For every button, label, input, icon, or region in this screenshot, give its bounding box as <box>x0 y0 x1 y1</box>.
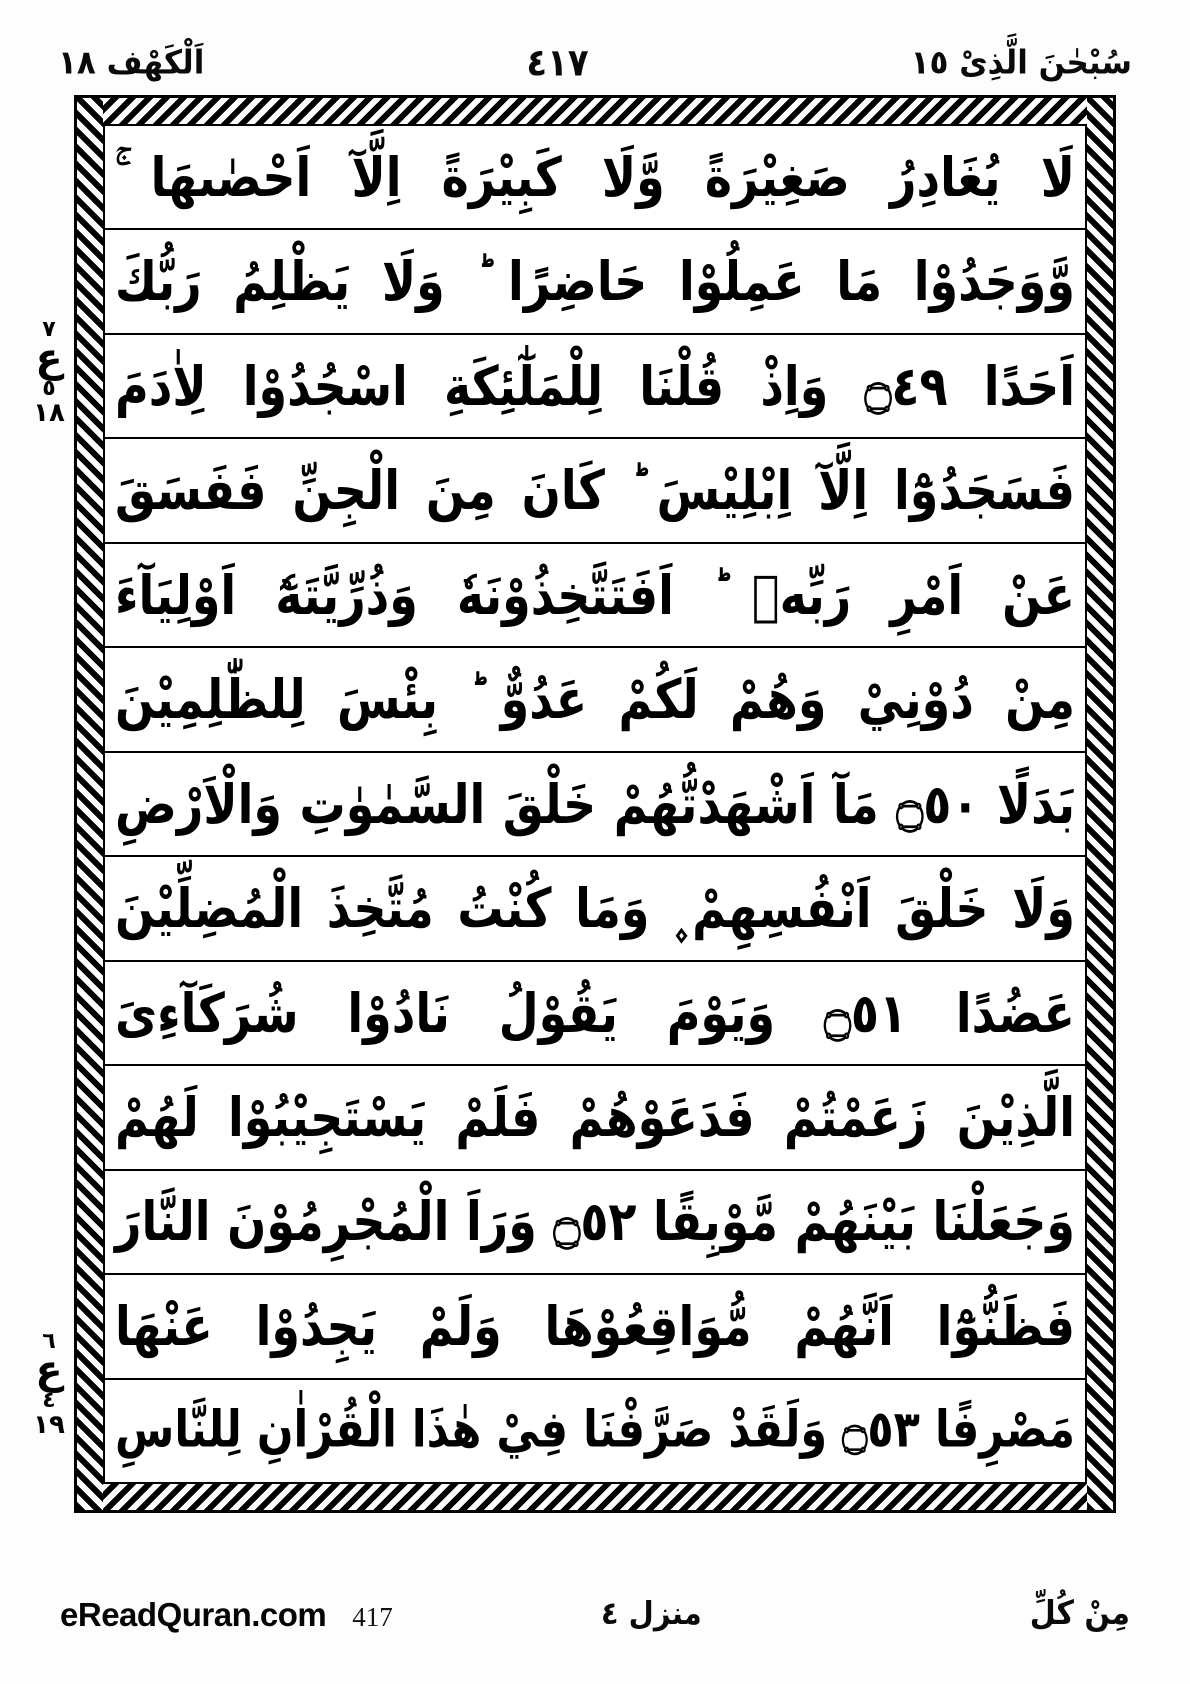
manzil-label: منزل ٤ <box>600 1594 702 1632</box>
frame-ornament-top <box>77 98 1113 124</box>
text-frame <box>103 124 1087 1484</box>
ayah-text: وَجَعَلْنَا بَيْنَهُمْ مَّوْبِقًا ۝٥٢ وَرَاَ الْمُجْرِمُوْنَ النَّارَ <box>115 1189 1075 1254</box>
frame-ornament-left <box>77 98 103 1510</box>
ayah-line <box>105 1275 1085 1379</box>
site-brand[interactable]: eReadQuran.com <box>60 1596 327 1633</box>
page-number-arabic: ٤١٧ <box>526 40 589 86</box>
ayah-line <box>105 1380 1085 1482</box>
ayah-line <box>105 962 1085 1066</box>
quran-text-block <box>105 126 1085 1482</box>
ayah-line <box>105 648 1085 752</box>
footer-brand-group <box>60 1596 393 1634</box>
ayah-line <box>105 544 1085 648</box>
ruku-bottom-number: ١٩ <box>33 1410 65 1441</box>
ruku-inner-number: ٥ <box>42 376 56 402</box>
surah-label: اَلْكَهْف ١٨ <box>58 43 205 82</box>
ayah-line <box>105 1171 1085 1275</box>
ayah-line <box>105 230 1085 334</box>
ayah-line <box>105 753 1085 857</box>
ruku-glyph-icon: ع <box>35 1347 63 1394</box>
ruku-top-number: ٦ <box>42 1329 56 1354</box>
ayah-text: اَحَدًا ۝٤٩ وَاِذْ قُلْنَا لِلْمَلٰٓئِكَةِ اسْجُدُوْا لِاٰدَمَ <box>115 353 1075 418</box>
ayah-text: وَلَا خَلْقَ اَنْفُسِهِمْ ۪ وَمَا كُنْتُ مُتَّخِذَ الْمُضِلِّيْنَ <box>115 876 1075 940</box>
ruku-bottom-number: ١٨ <box>33 398 65 429</box>
ruku-marker-top <box>26 318 72 427</box>
frame-ornament-right <box>1087 98 1113 1510</box>
ruku-marker-bottom <box>26 1330 72 1439</box>
ayah-text: مَصْرِفًا ۝٥٣ وَلَقَدْ صَرَّفْنَا فِيْ هٰذَا الْقُرْاٰنِ لِلنَّاسِ <box>115 1400 1075 1460</box>
ayah-line <box>105 1066 1085 1170</box>
ayah-text: فَظَنُّوْٓا اَنَّهُمْ مُّوَاقِعُوْهَا وَلَمْ يَجِدُوْا عَنْهَا <box>115 1293 1075 1358</box>
ayah-text: بَدَلًا ۝٥٠ مَآ اَشْهَدْتُّهُمْ خَلْقَ السَّمٰوٰتِ وَالْاَرْضِ <box>115 771 1075 836</box>
frame-ornament-bottom <box>77 1484 1113 1510</box>
ornamental-frame <box>74 95 1116 1513</box>
page-number-latin: 417 <box>352 1602 393 1632</box>
page-footer <box>60 1596 1130 1656</box>
ayah-text: عَنْ اَمْرِ رَبِّهٖ ؕ اَفَتَتَّخِذُوْنَهٗ وَذُرِّيَّتَهٗٓ اَوْلِيَآءَ <box>115 562 1075 627</box>
ayah-text: وَّوَجَدُوْا مَا عَمِلُوْا حَاضِرًا ؕ وَلَا يَظْلِمُ رَبُّكَ <box>115 249 1075 314</box>
ayah-line <box>105 439 1085 543</box>
ayah-text: فَسَجَدُوْٓا اِلَّآ اِبْلِيْسَ ؕ كَانَ مِنَ الْجِنِّ فَفَسَقَ <box>115 458 1075 522</box>
ayah-line <box>105 126 1085 230</box>
juz-label: سُبْحٰنَ الَّذِىْ ١٥ <box>910 43 1132 82</box>
ayah-text: الَّذِيْنَ زَعَمْتُمْ فَدَعَوْهُمْ فَلَمْ يَسْتَجِيْبُوْا لَهُمْ <box>115 1085 1075 1149</box>
ayah-text: لَا يُغَادِرُ صَغِيْرَةً وَّلَا كَبِيْرَةً اِلَّآ اَحْصٰىهَا ۚ <box>115 144 1075 209</box>
catchword: مِنْ كُلِّ <box>1029 1594 1130 1633</box>
ruku-glyph-icon: ع <box>35 335 63 382</box>
ayah-text: عَضُدًا ۝٥١ وَيَوْمَ يَقُوْلُ نَادُوْا شُرَكَآءِىَ <box>115 980 1075 1045</box>
ayah-line <box>105 335 1085 439</box>
ayah-line <box>105 857 1085 961</box>
ayah-text: مِنْ دُوْنِيْ وَهُمْ لَكُمْ عَدُوٌّ ؕ بِئْسَ لِلظّٰلِمِيْنَ <box>115 667 1075 731</box>
ruku-inner-number: ٤ <box>42 1388 56 1414</box>
page-header <box>40 34 1150 92</box>
ruku-top-number: ٧ <box>42 317 56 342</box>
